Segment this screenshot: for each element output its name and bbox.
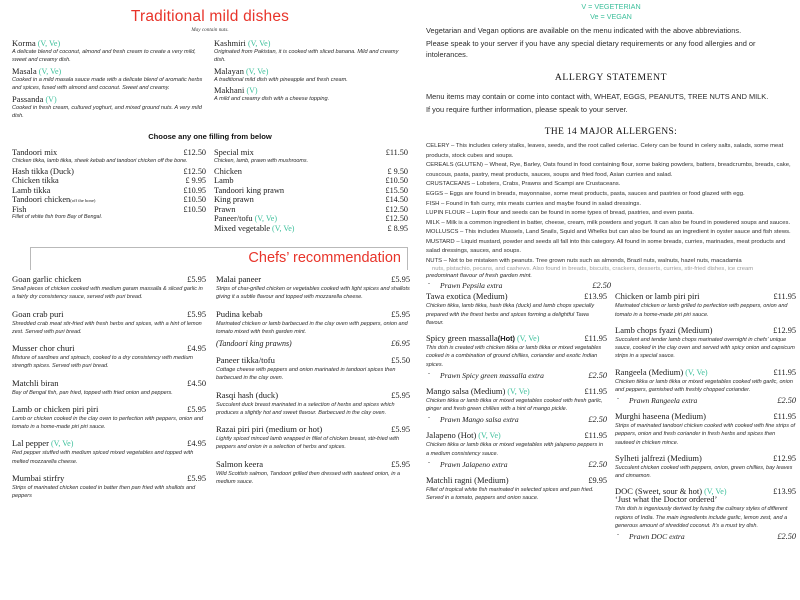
veg-key-line-1 [426, 2, 796, 12]
chefs-column-2 [216, 274, 410, 507]
filling-price: £ 8.95 [387, 223, 408, 233]
main-extra-price: £2.50 [777, 532, 796, 542]
main-dishes-grid [426, 291, 796, 547]
main-dish-price: £11.95 [773, 292, 796, 302]
main-dish-header [615, 411, 796, 421]
chef-dish-name: Rasqi hash (duck) [216, 389, 279, 400]
main-dish-price: £12.95 [773, 453, 796, 463]
filling-name: Chicken [214, 166, 242, 176]
clipped-allergen-fragment: nuts, pistachio, pecans, and cashews. Also found in breads, biscuits, crackers, desserts, curries, stir-fried dishes, ice cream [432, 266, 754, 272]
main-dish-name: Spicy green massalla [426, 333, 498, 344]
overlap-extra-price: £2.50 [592, 281, 611, 291]
allergen-entry: MILK – Milk is a common ingredient in batter, cheese, cream, milk powders and yogurt. It can also be found in powdered soups and sauces. [426, 219, 791, 226]
filling-name: Tandoori mix [12, 148, 58, 158]
filling-column-1 [12, 148, 206, 233]
chef-dish-item [216, 274, 410, 302]
main-dish-header [426, 386, 607, 396]
allergen-entry: MUSTARD – Liquid mustard, powder and seeds all fall into this category. All found in some breads, curries, marinades, meat products and salad dressings, sauces, and soups. [426, 238, 786, 255]
chef-dish-header [12, 343, 206, 353]
main-dish-price: £11.95 [773, 412, 796, 422]
chef-dish-price: £5.95 [187, 309, 206, 319]
filling-row [214, 186, 408, 195]
main-dish-price: £9.95 [588, 475, 607, 485]
main-dish-price: £11.95 [773, 367, 796, 377]
main-dish-item [615, 367, 796, 406]
chef-dish-name: Lamb or chicken piri piri [12, 403, 99, 414]
main-dish-price: £11.95 [584, 334, 607, 344]
bullet-dash-icon: - [617, 396, 619, 403]
chef-dish-header [216, 424, 410, 434]
main-dish-extra [426, 460, 607, 469]
allergen-entry: LUPIN FLOUR – Lupin flour and seeds can be found in some types of bread, pastries, and even pasta. [426, 210, 694, 217]
chef-dish-item [12, 473, 206, 501]
main-dish-extra [615, 396, 796, 405]
chef-dish-description: Shredded crab meat stir-fried with fresh herbs and spices, with a hint of lemon zest. Served with puri bread. [12, 320, 202, 335]
chef-dish-description: Strips of marinated chicken coated in batter then pan fried with shallots and peppers [12, 484, 196, 500]
dish-description: A traditional mild dish with pineapple and fresh cream. [214, 76, 348, 83]
bullet-dash-icon: - [428, 281, 430, 288]
intro-paragraph-1: Vegetarian and Vegan options are available on the menu indicated with the above abbreviations. [426, 25, 742, 35]
main-dish-name: Tawa exotica (Medium) [426, 291, 508, 302]
chef-dish-item [12, 343, 206, 371]
dish-header [12, 39, 206, 48]
chef-dish-item [216, 424, 410, 452]
allergy-paragraph-2: If you require further information, please speak to your server. [426, 104, 628, 114]
intro-paragraph-2: Please speak to your server if you have any special dietary requirements or any food allergies and or intolerances. [426, 39, 756, 60]
dish-name: Passanda [12, 94, 44, 104]
dish-item [214, 86, 408, 103]
main-dish-item [615, 486, 796, 541]
filling-name: Tandoori king prawn [214, 185, 285, 195]
chef-dish-price: £5.95 [391, 459, 410, 469]
dish-header [214, 86, 408, 95]
chef-dish-item [216, 355, 410, 383]
filling-price: £15.50 [385, 185, 408, 195]
veg-marker: (V) [246, 86, 258, 96]
main-dish-name: Matchli ragni (Medium) [426, 474, 509, 485]
chef-dish-header [216, 309, 410, 319]
main-dish-price: £11.95 [584, 431, 607, 441]
chef-dish-description: Cottage cheese with peppers and onion marinated in tandoori spices then barbecued in the clay oven. [216, 367, 396, 382]
filling-name: Lamb [214, 176, 234, 186]
chef-dish-price: £5.95 [391, 309, 410, 319]
main-dish-item [615, 411, 796, 447]
allergen-entry: EGGS – Eggs are found in breads, mayonnaise, some meat products, pasta, sauces and pastries or food glazed with egg. [426, 190, 745, 197]
chef-dish-header [216, 390, 410, 400]
dish-description: Originated from Pakistan, it is cooked with sliced banana. Mild and creamy dish. [214, 49, 399, 64]
main-dish-name: Sylheti jalfrezi (Medium) [615, 452, 702, 463]
chef-dish-description: Marinated chicken or lamb barbecued in the clay oven with peppers, onion and tomato mixed with fresh garden mint. [216, 320, 408, 335]
main-dish-extra [426, 415, 607, 424]
dish-header [12, 95, 206, 104]
chef-dish-name: Malai paneer [216, 274, 262, 285]
heat-marker: (Hot) [497, 334, 516, 344]
veg-marker: (V) [45, 94, 57, 104]
chef-dish-item [12, 438, 206, 466]
main-dish-description: This dish is ingeniously derived by fusing the culinary styles of different regions of India. The main ingredients include garlic, lemon zest, and a generous amount of shredded coconut. It’s a must try dish. [615, 506, 788, 529]
chef-dish-header [12, 309, 206, 319]
filling-row [214, 224, 408, 233]
dish-name: Korma [12, 39, 36, 48]
filling-name: Special mix [214, 148, 254, 158]
main-dish-item [615, 291, 796, 319]
main-dish-name: Murghi haseena (Medium) [615, 411, 706, 422]
veg-marker: (V, Ve) [254, 214, 277, 224]
chef-dish-item [12, 274, 206, 302]
dish-description: A mild and creamy dish with a cheese topping. [214, 96, 330, 103]
chef-dish-item [12, 309, 206, 337]
dish-item [12, 95, 206, 121]
filling-price: £10.50 [385, 176, 408, 186]
main-dish-name: Mango salsa (Medium) [426, 385, 506, 396]
filling-description: Chicken, lamb, prawn with mushrooms. [214, 157, 309, 164]
chef-dish-description: Wild Scottish salmon, Tandoori grilled then dressed with sauteed onion, in a medium sauce. [216, 470, 401, 485]
allergen-entry: CRUSTACEANS – Lobsters, Crabs, Prawns and Scampi are Crustaceans. [426, 181, 621, 188]
dish-name: Kashmiri [214, 39, 246, 48]
major-allergens-heading: THE 14 MAJOR ALLERGENS: [544, 127, 678, 138]
traditional-column-1 [12, 39, 206, 122]
main-dish-description: Succulent and tender lamb chops marinated overnight in chefs’ unique sauce, cooked in the clay oven and served with spicy onion and capsicum strips in a special sauce. [615, 336, 795, 360]
allergen-entry: CEREALS (GLUTEN) – Wheat, Rye, Barley, Oats found in food containing flour, some baking powders, batters, breadcrumbs, breads, cake, couscous, pasta, pastry, meat products, sauces, soups and fried food, Asian curries and salad. [426, 162, 791, 178]
traditional-dishes-grid [0, 39, 420, 122]
filling-name: Prawn [214, 204, 236, 214]
filling-name: Chicken tikka [12, 176, 59, 186]
main-extra-label: Prawn Mango salsa extra [440, 415, 519, 425]
main-dish-name: Rangeela (Medium) [615, 366, 684, 377]
main-dish-price: £11.95 [584, 386, 607, 396]
chef-dish-name: Mumbai stirfry [12, 472, 65, 483]
chef-dish-header [216, 274, 410, 284]
dish-item [214, 67, 408, 84]
chef-dish-description: Lamb or chicken cooked in the clay oven to perfection with peppers, onion and tomato in a home-made piri piri sauce. [12, 415, 204, 431]
chef-dish-price: £5.95 [391, 390, 410, 400]
main-extra-label: Prawn Jalapeno extra [440, 459, 508, 469]
main-dish-item [615, 325, 796, 361]
main-dish-header [615, 325, 796, 335]
chef-dish-header [12, 473, 206, 483]
overlap-extra-label: Prawn Pepsila extra [440, 281, 503, 291]
main-dish-description: This dish is created with chicken tikka or lamb tikka or mixed vegetables cooked in a combination of ground chillies, coriander and exotic Indian spices. [426, 345, 602, 368]
filling-price: £ 9.95 [185, 176, 206, 186]
chef-dish-extra [216, 339, 410, 348]
filling-name: King prawn [214, 195, 254, 205]
chef-dish-description: Red pepper stuffed with medium spiced mixed vegetables and topped with melted mozzarella cheese. [12, 450, 194, 465]
filling-name: Lamb tikka [12, 185, 51, 195]
filling-row [214, 205, 408, 214]
overlap-extra-row [426, 281, 611, 290]
dish-name: Masala [12, 66, 37, 76]
main-dish-item [426, 386, 607, 425]
chef-dish-name: Paneer tikka/tofu [216, 355, 275, 366]
dish-name: Makhani [214, 86, 245, 96]
chef-dish-price: £4.95 [187, 439, 206, 449]
main-dish-name: Jalapeno (Hot) [426, 430, 477, 441]
main-dish-header [426, 430, 607, 440]
main-extra-price: £2.50 [777, 396, 796, 406]
chefs-recommendation-header-box [30, 247, 408, 270]
veg-marker: (V, Ve) [37, 39, 61, 48]
chef-dish-price: £5.95 [187, 473, 206, 483]
chef-dish-description: Bay of Bengal fish, pan fried, topped with fried onion and peppers. [12, 389, 173, 396]
right-page-column [420, 0, 800, 600]
main-dish-item [426, 430, 607, 469]
veg-marker: (V, Ve) [38, 66, 62, 76]
vegan-symbol: Ve = VEGAN [590, 12, 632, 22]
veg-key-line-2 [426, 12, 796, 22]
filling-name: Mixed vegetable [214, 223, 271, 233]
main-extra-price: £2.50 [588, 415, 607, 425]
allergen-entry: NUTS – Not to be mistaken with peanuts. Tree grown nuts such as almonds, Brazil nuts, walnuts, hazel nuts, macadamia [426, 257, 742, 264]
filling-price: £ 9.50 [387, 166, 408, 176]
traditional-section-title: Traditional mild dishes [130, 8, 290, 25]
chef-dish-name: Lal pepper [12, 438, 49, 449]
main-dish-header [426, 475, 607, 485]
allergen-entry: FISH – Found in fish curry, mix meats curries and maybe found in salad dressings. [426, 200, 641, 207]
main-dish-price: £13.95 [584, 292, 607, 302]
chef-dish-price: £5.95 [187, 404, 206, 414]
chef-dish-item [216, 309, 410, 349]
chef-dish-name: Salmon keera [216, 458, 264, 469]
main-dish-header [615, 367, 796, 377]
filling-price: £12.50 [183, 148, 206, 158]
chef-dish-header [12, 438, 206, 448]
filling-price: £10.50 [183, 195, 206, 205]
chef-dish-name: Razai piri piri (medium or hot) [216, 424, 323, 435]
main-dish-item [615, 453, 796, 481]
main-dish-description: Chicken tikka or lamb tikka or mixed vegetables with jalapeno peppers in a medium consistency sauce. [426, 442, 604, 457]
veg-marker: (V, Ve) [50, 439, 74, 449]
chef-dish-description: Lightly spiced minced lamb wrapped in fillet of chicken breast, stir-fried with peppers and onion in a selection of herbs and spices. [216, 436, 400, 451]
veg-symbol: V = VEGETERIAN [581, 2, 641, 11]
chef-dish-header [216, 355, 410, 365]
main-dish-quote: ‘Just what the Doctor ordered’ [615, 495, 718, 505]
veg-marker: (V, Ve) [478, 431, 501, 441]
traditional-section-subtitle: May contain nuts. [191, 27, 229, 33]
main-extra-label: Prawn Rangeela extra [629, 396, 698, 406]
main-dishes-column-2 [615, 291, 796, 547]
dish-item [12, 67, 206, 93]
chef-dish-header [12, 404, 206, 414]
main-dish-description: Strips of marinated tandoori chicken cooked with cooked with fine strips of peppers, onion and fresh coriander in fresh herbs and spices then sauteed in chicken mince. [615, 423, 796, 446]
veg-marker: (V, Ve) [272, 223, 295, 233]
main-dish-header [615, 453, 796, 463]
chef-dish-price: £5.50 [391, 356, 410, 366]
main-dish-description: Succulent chicken cooked with peppers, onion, green chillies, bay leaves and cinnamon. [615, 464, 793, 480]
filling-price: £12.50 [385, 214, 408, 224]
main-dish-description: Fillet of tropical white fish marinated in selected spices and pan fried. Served in a tomato, peppers and onion sauce. [426, 486, 594, 502]
chefs-column-1 [12, 274, 206, 507]
main-dish-extra [615, 532, 796, 541]
overlap-flavour-line: predominant flavour of fresh garden mint. [426, 273, 533, 280]
chef-dish-name: Goan crab puri [12, 308, 64, 319]
chef-dish-description: Strips of char-grilled chicken or vegetables cooked with light spices and shallots giving it a subtle flavour and topped with mozzarella cheese. [216, 286, 410, 301]
chef-dish-header [12, 378, 206, 388]
main-dish-description: Marinated chicken or lamb grilled to perfection with peppers, onion and tomato in a home-made piri piri sauce. [615, 303, 788, 318]
veg-marker: (V, Ve) [517, 334, 540, 344]
main-dish-name: DOC (Sweet, sour & hot) [615, 486, 703, 497]
chef-dish-description: Small pieces of chicken cooked with medium garam massalla & sliced garlic in a fairly dry consistency sauce, served with puri bread. [12, 286, 203, 301]
main-dish-description: Chicken tikka or lamb tikka or mixed vegetables cooked with fresh garlic, ginger and fresh green chillies with a hint of mango pickle. [426, 397, 603, 413]
main-dish-description: Chicken tikka, lamb tikka, hash tikka (duck) and lamb chops specially prepared with the finest herbs and spices forming a delightful Tawa flavour. [426, 303, 595, 326]
main-dish-extra [426, 371, 607, 380]
bullet-dash-icon: - [428, 459, 430, 466]
dish-item [12, 39, 206, 65]
chef-dish-header [12, 274, 206, 284]
chef-dish-name: Goan garlic chicken [12, 274, 82, 285]
filling-price: £12.50 [385, 204, 408, 214]
filling-row [12, 205, 206, 214]
filling-description: Chicken tikka, lamb tikka, sheek kebab and tandoori chicken off the bone. [12, 157, 188, 164]
chef-dish-header [216, 459, 410, 469]
main-dish-description: Chicken tikka or lamb tikka or mixed vegetables cooked with garlic, onion and peppers, garnished with freshly chopped coriander. [615, 378, 793, 393]
chef-dish-price: £5.95 [187, 275, 206, 285]
dish-description: A delicate blend of coconut, almond and fresh cream to create a very mild, sweet and creamy dish. [12, 49, 196, 64]
filling-name: Fish [12, 204, 27, 214]
main-dish-price: £13.95 [773, 487, 796, 497]
main-dish-name: Chicken or lamb piri piri [615, 291, 700, 302]
filling-price: £10.95 [183, 185, 206, 195]
main-dish-item [426, 333, 607, 380]
veg-marker: (V, Ve) [246, 66, 269, 76]
main-dish-header [426, 291, 607, 301]
chefs-recommendation-title: Chefs’ recommendation [248, 250, 401, 267]
veg-marker: (V, Ve) [507, 386, 530, 396]
chef-dish-item [216, 390, 410, 418]
dish-name: Malayan [214, 66, 245, 76]
chefs-grid [0, 270, 420, 507]
dish-description: Cooked in a mild masala sauce made with a delicate blend of aromatic herbs and spices, fused with almond and coconut. Sweet and creamy. [12, 76, 203, 92]
main-extra-price: £2.50 [588, 459, 607, 469]
chef-dish-description: Succulent duck breast marinated in a selection of herbs and spices which produces a slightly hot and sweet flavour. Barbecued in the clay oven. [216, 401, 395, 416]
main-extra-label: Prawn Spicy green massalla extra [440, 370, 544, 380]
main-extra-label: Prawn DOC extra [629, 532, 685, 542]
chef-dish-item [12, 378, 206, 397]
filling-row [12, 148, 206, 157]
main-dish-price: £12.95 [773, 325, 796, 335]
bullet-dash-icon: - [617, 532, 619, 539]
main-dish-name: Lamb chops fyazi (Medium) [615, 324, 713, 335]
chef-extra-price: £6.95 [391, 339, 410, 349]
traditional-column-2 [214, 39, 408, 122]
chef-dish-name: Pudina kebab [216, 308, 263, 319]
chef-dish-item [216, 459, 410, 487]
filling-row [12, 176, 206, 185]
chef-dish-item [12, 404, 206, 432]
allergen-list [426, 142, 796, 266]
chef-dish-name: Matchli biran [12, 377, 59, 388]
dish-description: Cooked in fresh cream, cultured yoghurt, and mixed ground nuts. A very mild dish. [12, 104, 202, 119]
main-dish-item [426, 475, 607, 503]
filling-name: Tandoori chicken [12, 195, 71, 205]
filling-price: £11.50 [385, 148, 408, 158]
dish-header [214, 67, 408, 76]
main-dishes-column-1 [426, 291, 607, 547]
filling-row [214, 176, 408, 185]
bullet-dash-icon: - [428, 370, 430, 377]
main-dish-item [426, 291, 607, 327]
bullet-dash-icon: - [428, 415, 430, 422]
filling-row [214, 214, 408, 223]
filling-section-title: Choose any one filling from below [148, 132, 272, 142]
chef-dish-price: £5.95 [391, 275, 410, 285]
main-dish-header [615, 291, 796, 301]
allergy-paragraph-1: Menu items may contain or come into contact with, WHEAT, EGGS, PEANUTS, TREE NUTS AND MILK. [426, 91, 769, 101]
veg-marker: (V, Ve) [685, 367, 708, 377]
filling-row [12, 167, 206, 176]
chef-dish-price: £4.50 [187, 378, 206, 388]
chef-dish-price: £4.95 [187, 344, 206, 354]
filling-price: £14.50 [385, 195, 408, 205]
filling-description: Fillet of white fish from Bay of Bengal. [12, 214, 103, 221]
filling-row [214, 148, 408, 157]
filling-price: £12.50 [183, 166, 206, 176]
allergy-statement-heading: ALLERGY STATEMENT [554, 71, 668, 83]
veg-marker: (V, Ve) [704, 487, 727, 497]
filling-row [214, 195, 408, 204]
filling-name: Paneer/tofu [214, 214, 253, 224]
chef-dish-description: Mixture of sardines and spinach, cooked to a dry consistency with medium strength spices. Served with puri bread. [12, 355, 193, 370]
filling-note: (off the bone) [70, 198, 96, 204]
filling-row [12, 186, 206, 195]
filling-name: Hash tikka (Duck) [12, 166, 74, 176]
chef-dish-name: Musser chor churi [12, 343, 75, 354]
dish-item [214, 39, 408, 65]
dish-header [214, 39, 408, 48]
chef-extra-label: (Tandoori king prawns) [216, 339, 292, 349]
filling-column-2 [214, 148, 408, 233]
veg-marker: (V, Ve) [247, 39, 271, 48]
allergen-entry: MOLLUSCS – This includes Mussels, Land Snails, Squid and Whelks but can also be found as an ingredient in oyster sauce and fish stews. [426, 229, 791, 236]
dish-header [12, 67, 206, 76]
filling-row [214, 167, 408, 176]
main-dish-header [426, 333, 607, 343]
filling-grid [0, 148, 420, 233]
filling-price: £10.50 [183, 204, 206, 214]
allergen-entry: CELERY – This includes celery stalks, leaves, seeds, and the root called celeriac. Celery can be found in celery salts, salads, some meat products, stock cubes and soups. [426, 143, 784, 159]
chef-dish-price: £5.95 [391, 425, 410, 435]
filling-row [12, 195, 206, 204]
main-extra-price: £2.50 [588, 370, 607, 380]
